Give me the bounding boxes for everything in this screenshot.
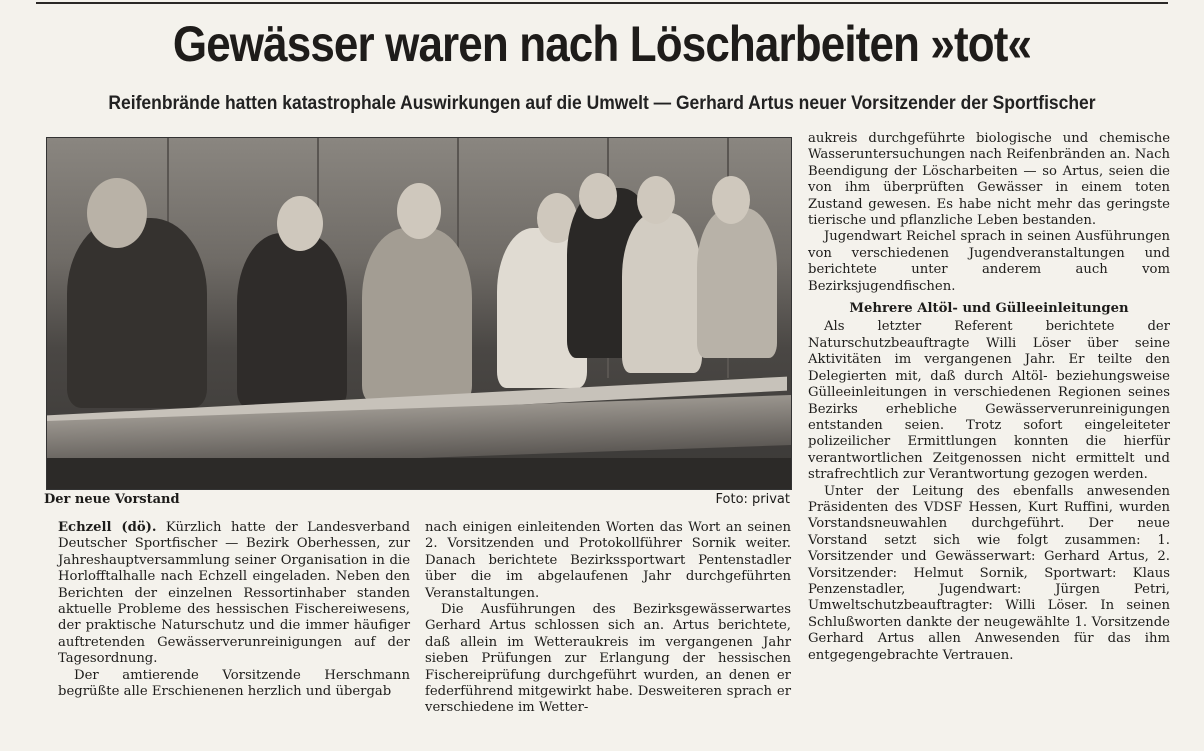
- photo-credit: Foto: privat: [715, 492, 790, 507]
- paragraph: Als letzter Referent berichtete der Naturschutzbeauftragte Willi Löser über seine Aktivitäten im vergangenen Jahr. Er teilte den Delegierten mit, daß durch Altöl- beziehungsweise Gülleeinleitungen in verschiedenen Regionen seines Bezirks erhebliche Gewässerverunreinigungen entstanden seien. Trotz sofort eingeleiteter polizeilicher Ermittlungen konnten die hierfür verantwortlichen Zeitgenossen nicht ermittelt und strafrechtlich zur Verantwortung gezogen werden.: [808, 319, 1170, 483]
- paragraph: Die Ausführungen des Bezirksgewässerwartes Gerhard Artus schlossen sich an. Artus berichtete, daß allein im Wetteraukreis im vergangenen Jahr sieben Prüfungen zur Erlangung der hessischen Fischereiprüfung durchgeführt wurden, an denen er federführend mitgewirkt habe. Desweiteren sprach er verschiedene im Wetter-: [425, 602, 791, 716]
- headline: Gewässer waren nach Löscharbeiten »tot«: [172, 16, 1032, 72]
- paragraph: aukreis durchgeführte biologische und chemische Wasseruntersuchungen nach Reifenbränden an. Nach Beendigung der Löscharbeiten — so Artus, seien die von ihm überprüften Gewässer in einem toten Zustand gewesen. Es habe nicht mehr das geringste tierische und pflanzliche Leben bestanden.: [808, 131, 1170, 229]
- article-column-3: [808, 131, 1170, 664]
- paragraph: Jugendwart Reichel sprach in seinen Ausführungen von verschiedenen Jugendveranstaltungen und berichtete unter anderem auch vom Bezirksjugendfischen.: [808, 229, 1170, 294]
- article-column-2: [425, 520, 791, 717]
- photo-caption: Der neue Vorstand: [44, 492, 180, 507]
- article-column-1: [58, 520, 410, 700]
- section-subtitle: Mehrere Altöl- und Gülleeinleitungen: [849, 301, 1129, 317]
- subheadline: Reifenbrände hatten katastrophale Auswirkungen auf die Umwelt — Gerhard Artus neuer Vorsitzender der Sportfischer: [108, 93, 1096, 114]
- paragraph: Unter der Leitung des ebenfalls anwesenden Präsidenten des VDSF Hessen, Kurt Ruffini, wurden Vorstandsneuwahlen durchgeführt. Der neue Vorstand setzt sich wie folgt zusammen: 1. Vorsitzender und Gewässerwart: Gerhard Artus, 2. Vorsitzender: Helmut Sornik, Sportwart: Klaus Penzenstadler, Jugendwart: Jürgen Petri, Umweltschutzbeauftragter: Willi Löser. In seinen Schlußworten dankte der neugewählte 1. Vorsitzende Gerhard Artus allen Anwesenden für das ihm entgegengebrachte Vertrauen.: [808, 483, 1170, 663]
- paragraph: Der amtierende Vorsitzende Herschmann begrüßte alle Erschienenen herzlich und übergab: [58, 667, 410, 700]
- top-rule: [36, 2, 1168, 4]
- article-photo: [46, 137, 792, 490]
- paragraph: Echzell (dö). Kürzlich hatte der Landesverband Deutscher Sportfischer — Bezirk Oberhessen, zur Jahreshauptversammlung seiner Organisation in die Horlofftalhalle nach Echzell eingeladen. Neben den Berichten der einzelnen Ressortinhaber standen aktuelle Probleme des hessischen Fischereiwesens, der praktische Naturschutz und die immer häufiger auftretenden Gewässerverunreinigungen auf der Tagesordnung.: [58, 520, 411, 667]
- paragraph: nach einigen einleitenden Worten das Wort an seinen 2. Vorsitzenden und Protokollführer Sornik weiter. Danach berichtete Bezirkssportwart Pentenstadler über die im abgelaufenen Jahr durchgeführten Veranstaltungen.: [425, 520, 791, 601]
- dateline: Echzell (dö).: [58, 520, 157, 535]
